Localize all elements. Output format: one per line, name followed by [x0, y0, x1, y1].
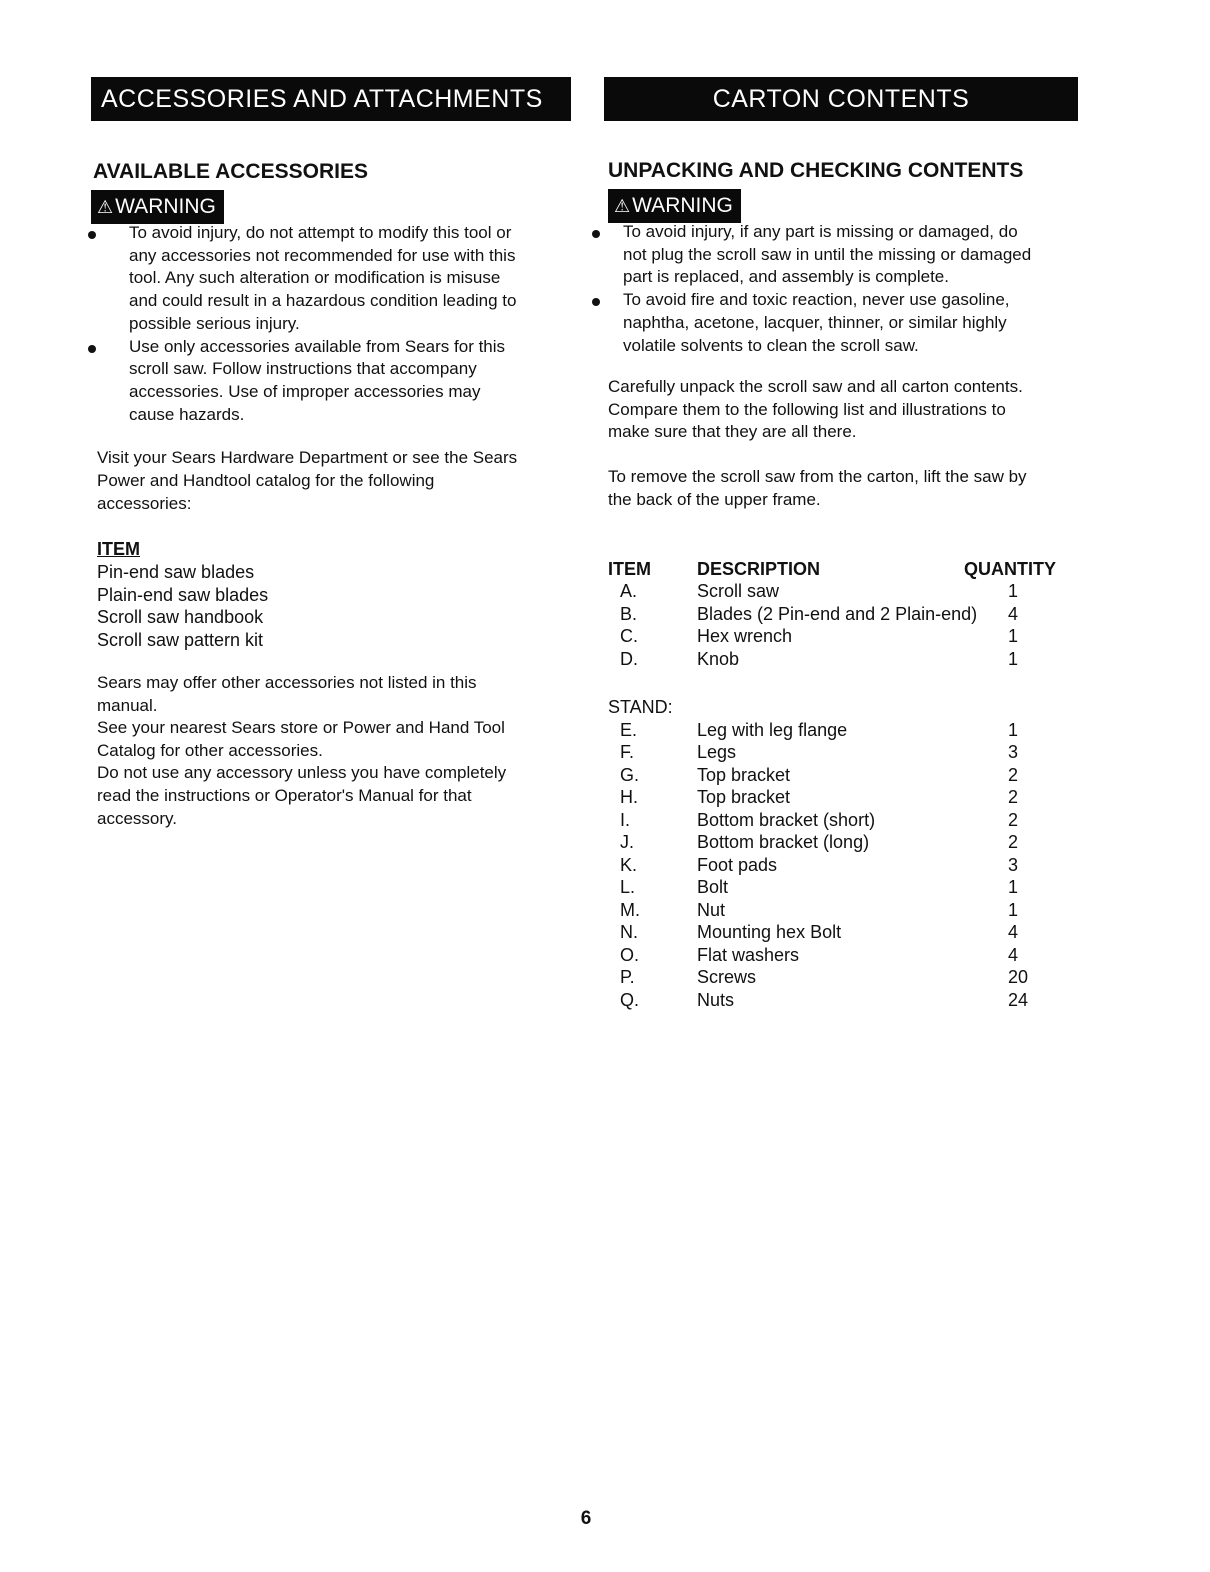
quantity-cell: 2: [1008, 832, 1019, 852]
quantity-cell: 2: [1008, 764, 1019, 785]
description-cell: Blades (2 Pin-end and 2 Plain-end): [697, 603, 978, 624]
quantity-cell: 1: [1008, 899, 1019, 920]
warning-bullet: [88, 222, 568, 336]
text-line: Do not use any accessory unless you have completely: [97, 763, 507, 783]
list-item: Pin-end saw blades: [97, 562, 255, 582]
warning-bullet: [88, 336, 568, 427]
quantity-cell: 4: [1008, 922, 1019, 942]
stand-label-text: STAND:: [608, 697, 673, 717]
item-cell: C.: [620, 626, 638, 646]
warning-badge-right: [608, 189, 741, 223]
description-cell: Flat washers: [697, 944, 800, 965]
item-header: ITEM: [97, 539, 140, 559]
unpacking-heading: UNPACKING AND CHECKING CONTENTS: [608, 159, 1024, 182]
warning-triangle-icon: ⚠: [614, 196, 631, 216]
quantity-cell: 1: [1008, 626, 1019, 646]
column-header-quantity: QUANTITY: [964, 559, 1056, 579]
text-line: part is replaced, and assembly is complete.: [623, 267, 949, 287]
text-line: Sears may offer other accessories not listed in this: [97, 673, 477, 692]
quantity-cell: 1: [1008, 719, 1019, 740]
text-line: tool. Any such alteration or modification is misuse: [129, 268, 501, 288]
remove-paragraph: [608, 466, 1027, 511]
item-cell: I.: [620, 809, 631, 830]
warning-label: WARNING: [632, 194, 733, 217]
item-cell: L.: [620, 877, 636, 897]
quantity-cell: 3: [1008, 742, 1019, 762]
item-cell: K.: [620, 854, 638, 875]
text-line: make sure that they are all there.: [608, 422, 857, 442]
item-cell: N.: [620, 922, 638, 942]
text-line: To remove the scroll saw from the carton, lift the saw by: [608, 467, 1027, 486]
item-cell: E.: [620, 719, 638, 740]
quantity-cell: 3: [1008, 854, 1019, 875]
text-line: Use only accessories available from Sears for this: [129, 336, 506, 356]
description-cell: Top bracket: [697, 764, 791, 785]
text-line: the back of the upper frame.: [608, 489, 821, 509]
left-warning-list: [88, 222, 568, 426]
text-line: To avoid injury, if any part is missing or damaged, do: [623, 222, 1018, 241]
description-cell: Leg with leg flange: [697, 719, 848, 740]
text-line: any accessories not recommended for use with this: [129, 245, 516, 265]
warning-bullet: [590, 221, 1080, 289]
item-cell: B.: [620, 603, 638, 624]
item-cell: G.: [620, 764, 640, 785]
quantity-cell: 4: [1008, 603, 1019, 624]
text-line: naphtha, acetone, lacquer, thinner, or similar highly: [623, 312, 1007, 332]
description-cell: Knob: [697, 648, 740, 669]
text-line: See your nearest Sears store or Power and Hand Tool: [97, 718, 505, 738]
quantity-cell: 2: [1008, 787, 1019, 807]
bullet-icon: [592, 298, 600, 306]
list-item: Plain-end saw blades: [97, 584, 269, 605]
text-line: Compare them to the following list and illustrations to: [608, 399, 1006, 419]
item-cell: H.: [620, 787, 638, 807]
carton-contents-table: [608, 558, 1078, 1018]
description-cell: Mounting hex Bolt: [697, 922, 842, 942]
warning-label: WARNING: [115, 195, 216, 218]
quantity-cell: 2: [1008, 809, 1019, 830]
description-cell: Legs: [697, 742, 737, 762]
text-line: Visit your Sears Hardware Department or see the Sears: [97, 448, 518, 467]
list-item: Scroll saw pattern kit: [97, 629, 264, 650]
warning-triangle-icon: ⚠: [97, 197, 114, 217]
item-cell: A.: [620, 581, 638, 601]
bullet-icon: [592, 230, 600, 238]
item-cell: D.: [620, 648, 638, 669]
text-line: To avoid fire and toxic reaction, never use gasoline,: [623, 290, 1010, 310]
text-line: not plug the scroll saw in until the missing or damaged: [623, 244, 1032, 264]
text-line: Carefully unpack the scroll saw and all carton contents.: [608, 377, 1023, 396]
description-cell: Bottom bracket (short): [697, 809, 876, 830]
quantity-cell: 1: [1008, 581, 1019, 601]
visit-sears-paragraph: [97, 446, 517, 515]
item-cell: P.: [620, 967, 635, 987]
description-cell: Nuts: [697, 989, 735, 1010]
closing-paragraph: [97, 672, 506, 830]
banner-accessories-and-attachments: ACCESSORIES AND ATTACHMENTS: [91, 77, 571, 121]
description-cell: Foot pads: [697, 854, 778, 875]
accessory-list: [97, 561, 268, 651]
quantity-cell: 24: [1008, 989, 1029, 1010]
item-cell: M.: [620, 899, 640, 920]
bullet-icon: [88, 231, 96, 239]
description-cell: Bottom bracket (long): [697, 832, 870, 852]
item-cell: J.: [620, 832, 635, 852]
description-cell: Scroll saw: [697, 581, 780, 601]
text-line: read the instructions or Operator's Manual for that: [97, 785, 472, 805]
text-line: To avoid injury, do not attempt to modify this tool or: [129, 223, 512, 242]
description-cell: Nut: [697, 899, 726, 920]
description-cell: Hex wrench: [697, 626, 793, 646]
bullet-icon: [88, 345, 96, 353]
warning-bullet: [590, 289, 1080, 357]
quantity-cell: 1: [1008, 877, 1019, 897]
list-item: Scroll saw handbook: [97, 607, 264, 628]
text-line: possible serious injury.: [129, 313, 300, 333]
description-cell: Bolt: [697, 877, 729, 897]
unpack-paragraph: [608, 376, 1023, 444]
column-header-item: ITEM: [608, 559, 651, 579]
text-line: cause hazards.: [129, 404, 245, 424]
column-header-description: DESCRIPTION: [697, 559, 821, 579]
text-line: accessories. Use of improper accessories may: [129, 381, 481, 401]
available-accessories-heading: AVAILABLE ACCESSORIES: [93, 160, 368, 183]
right-warning-list: [590, 221, 1080, 357]
item-cell: O.: [620, 944, 640, 965]
quantity-cell: 1: [1008, 648, 1019, 669]
item-cell: Q.: [620, 989, 640, 1010]
text-line: manual.: [97, 695, 158, 715]
text-line: Power and Handtool catalog for the following: [97, 471, 435, 490]
item-cell: F.: [620, 742, 635, 762]
description-cell: Screws: [697, 967, 757, 987]
page-number: 6: [580, 1508, 592, 1529]
text-line: Catalog for other accessories.: [97, 740, 323, 760]
text-line: scroll saw. Follow instructions that accompany: [129, 359, 477, 379]
banner-carton-contents: CARTON CONTENTS: [604, 77, 1078, 121]
text-line: and could result in a hazardous condition leading to: [129, 291, 517, 311]
quantity-cell: 4: [1008, 944, 1019, 965]
warning-badge-left: [91, 190, 224, 224]
description-cell: Top bracket: [697, 787, 791, 807]
text-line: accessories:: [97, 494, 192, 513]
text-line: accessory.: [97, 808, 177, 828]
text-line: volatile solvents to clean the scroll saw.: [623, 335, 919, 355]
quantity-cell: 20: [1008, 967, 1029, 987]
